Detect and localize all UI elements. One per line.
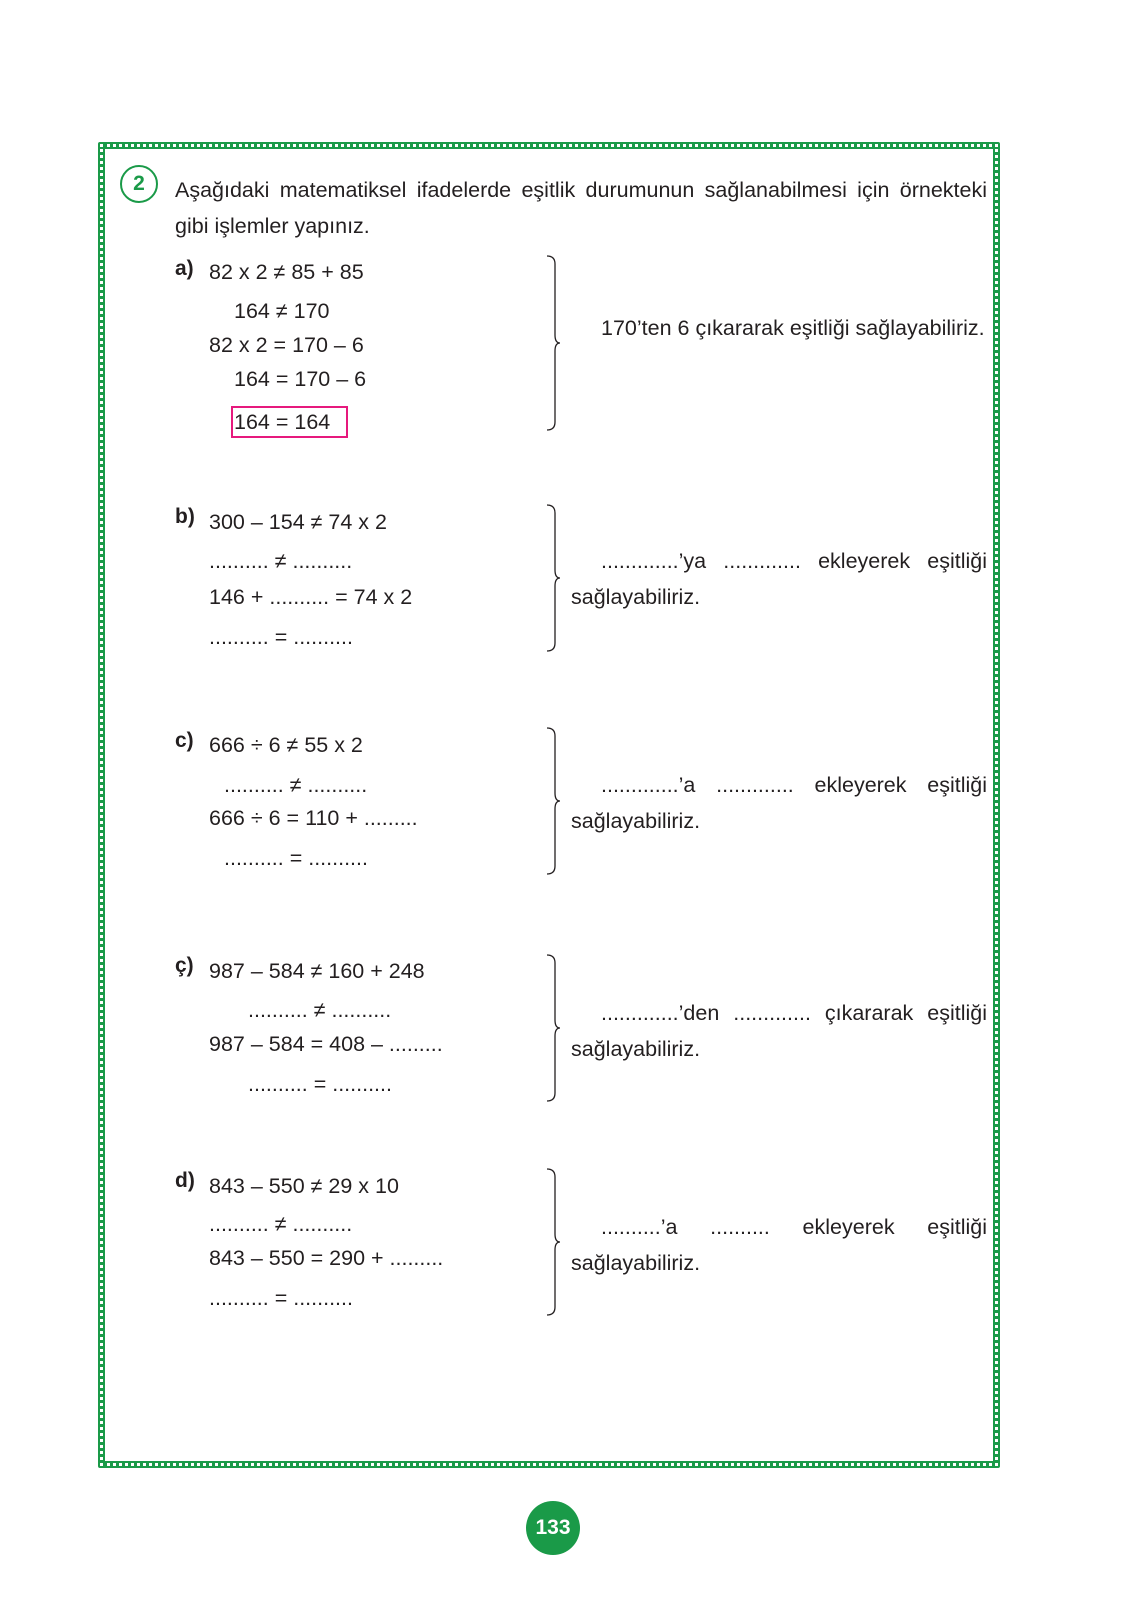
exercise-cedilla-line-1: 987 – 584 ≠ 160 + 248 bbox=[209, 959, 425, 983]
brace bbox=[545, 1167, 569, 1317]
exercise-a-line-5: 164 = 164 bbox=[234, 410, 331, 434]
exercise-c-line-1: 666 ÷ 6 ≠ 55 x 2 bbox=[209, 733, 363, 757]
exercise-cedilla-label: ç) bbox=[175, 954, 194, 977]
exercise-d-line-4: .......... = .......... bbox=[209, 1286, 353, 1310]
exercise-b-line-3: 146 + .......... = 74 x 2 bbox=[209, 585, 413, 609]
exercise-b-note: .............’ya ............. ekleyerek eşitliği sağlayabiliriz. bbox=[571, 549, 987, 609]
page-number: 133 bbox=[526, 1501, 580, 1555]
exercise-a-line-2: 164 ≠ 170 bbox=[234, 299, 330, 323]
exercise-a-label: a) bbox=[175, 257, 194, 280]
exercise-c-label: c) bbox=[175, 729, 194, 752]
exercise-c-line-3: 666 ÷ 6 = 110 + ......... bbox=[209, 806, 418, 830]
exercise-b-line-2: .......... ≠ .......... bbox=[209, 549, 353, 573]
brace bbox=[545, 254, 569, 432]
exercise-a-line-1: 82 x 2 ≠ 85 + 85 bbox=[209, 260, 364, 284]
exercise-d-line-2: .......... ≠ .......... bbox=[209, 1212, 353, 1236]
exercise-cedilla-line-3: 987 – 584 = 408 – ......... bbox=[209, 1032, 443, 1056]
exercise-cedilla-line-4: .......... = .......... bbox=[248, 1072, 392, 1096]
exercise-b-label: b) bbox=[175, 505, 195, 528]
exercise-d-line-3: 843 – 550 = 290 + ......... bbox=[209, 1246, 444, 1270]
question-number-badge: 2 bbox=[120, 165, 158, 203]
exercise-c-line-2: .......... ≠ .......... bbox=[224, 773, 368, 797]
exercise-c-line-4: .......... = .......... bbox=[224, 846, 368, 870]
brace bbox=[545, 953, 569, 1103]
exercise-b-line-4: .......... = .......... bbox=[209, 625, 353, 649]
question-instruction: Aşağıdaki matematiksel ifadelerde eşitlik durumunun sağlanabilmesi için örnekteki gibi işlemler yapınız. bbox=[175, 178, 987, 238]
brace bbox=[545, 726, 569, 876]
exercise-c-note: .............’a ............. ekleyerek eşitliği sağlayabiliriz. bbox=[571, 773, 987, 833]
exercise-b-line-1: 300 – 154 ≠ 74 x 2 bbox=[209, 510, 387, 534]
exercise-a-note: 170’ten 6 çıkararak eşitliği sağlayabiliriz. bbox=[601, 316, 985, 340]
exercise-a-line-3: 82 x 2 = 170 – 6 bbox=[209, 333, 364, 357]
exercise-cedilla-note: .............’den ............. çıkararak eşitliği sağlayabiliriz. bbox=[571, 1001, 987, 1061]
brace bbox=[545, 503, 569, 653]
exercise-cedilla-line-2: .......... ≠ .......... bbox=[248, 998, 392, 1022]
exercise-a-line-4: 164 = 170 – 6 bbox=[234, 367, 367, 391]
exercise-d-line-1: 843 – 550 ≠ 29 x 10 bbox=[209, 1174, 399, 1198]
exercise-d-label: d) bbox=[175, 1169, 195, 1192]
exercise-d-note: ..........’a .......... ekleyerek eşitliği sağlayabiliriz. bbox=[571, 1215, 987, 1275]
